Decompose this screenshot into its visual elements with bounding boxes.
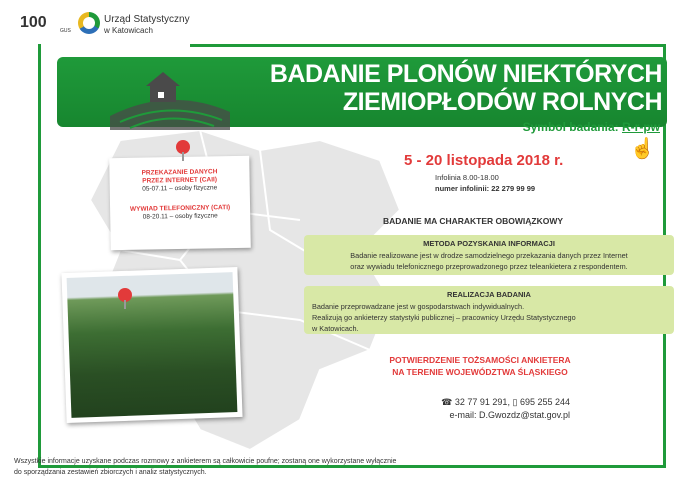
- cati-dates: 08-20.11 – osoby fizyczne: [142, 212, 218, 221]
- cati-title: WYWIAD TELEFONICZNY (CATI): [129, 204, 231, 213]
- verify-line2: NA TERENIE WOJEWÓDZTWA ŚLĄSKIEGO: [392, 367, 568, 377]
- title-line2: ZIEMIOPŁODÓW ROLNYCH: [342, 88, 662, 116]
- anniversary-logo: 100: [20, 14, 47, 31]
- data-collection-note: [109, 156, 251, 250]
- hotline-info: [435, 172, 535, 194]
- symbol-label: Symbol badania:: [522, 120, 619, 134]
- cawi-title-2: PRZEZ INTERNET (CAII): [142, 176, 218, 185]
- cawi-dates: 05-07.11 – osoby fizyczne: [142, 184, 218, 193]
- footer-line1: Wszystkie informacje uzyskane podczas rozmowy z ankieterem są całkowicie poufne; zostaną one wykorzystane wyłącznie: [14, 458, 397, 465]
- mobile-icon: ▯: [512, 397, 518, 407]
- phone1[interactable]: 32 77 91 291,: [454, 397, 510, 407]
- confidentiality-footer: [14, 456, 396, 478]
- hand-cursor-icon: ☝: [630, 138, 655, 160]
- hotline-hours: Infolinia 8.00-18.00: [435, 173, 499, 182]
- phone2[interactable]: 695 255 244: [519, 397, 570, 407]
- gus-label: GUS: [60, 28, 71, 34]
- survey-dates: 5 - 20 listopada 2018 r.: [404, 152, 564, 169]
- realization-title: REALIZACJA BADANIA: [447, 290, 531, 299]
- realization-line2: Realizują go ankieterzy statystyki publicznej – pracownicy Urzędu Statystycznego: [312, 313, 576, 322]
- realization-line3: w Katowicach.: [312, 324, 359, 333]
- verify-line1: POTWIERDZENIE TOŻSAMOŚCI ANKIETERA: [389, 355, 571, 365]
- email-link[interactable]: e-mail: D.Gwozdz@stat.gov.pl: [449, 410, 570, 420]
- office-name: [104, 14, 190, 36]
- office-name-line2: w Katowicach: [104, 26, 153, 35]
- method-box: [304, 235, 674, 275]
- title-line1: BADANIE PLONÓW NIEKTÓRYCH: [269, 60, 662, 88]
- survey-symbol: [523, 120, 660, 134]
- phone-line: [410, 396, 570, 409]
- realization-line1: Badanie przeprowadzane jest w gospodarstwach indywidualnych.: [312, 302, 525, 311]
- identity-verification: [340, 354, 620, 378]
- pushpin-icon: [176, 140, 190, 154]
- page-title: [270, 60, 662, 116]
- method-title: METODA POZYSKANIA INFORMACJI: [423, 239, 555, 248]
- footer-line2: do sporządzania zestawień zbiorczych i analiz statystycznych.: [14, 469, 207, 476]
- phone-icon: ☎: [441, 397, 453, 407]
- hotline-number: numer infolinii: 22 279 99 99: [435, 184, 536, 193]
- contact-info: [410, 396, 570, 422]
- photo-pushpin-icon: [118, 288, 132, 302]
- symbol-code-link[interactable]: R-r-pw: [622, 120, 660, 134]
- corn-field-image: [67, 272, 238, 418]
- corn-field-photo: [61, 267, 242, 423]
- office-logo-inner: [83, 17, 95, 29]
- cawi-title-1: PRZEKAZANIE DANYCH: [141, 168, 218, 177]
- realization-box: [304, 286, 674, 334]
- method-line2: oraz wywiadu telefonicznego przeprowadzonego przez teleankietera z respondentem.: [350, 262, 628, 271]
- method-line1: Badanie realizowane jest w drodze samodzielnego przekazania danych przez Internet: [350, 251, 628, 260]
- farm-house-icon: [110, 66, 230, 130]
- office-name-line1: Urząd Statystyczny: [104, 14, 190, 25]
- obligatory-notice: BADANIE MA CHARAKTER OBOWIĄZKOWY: [383, 216, 564, 226]
